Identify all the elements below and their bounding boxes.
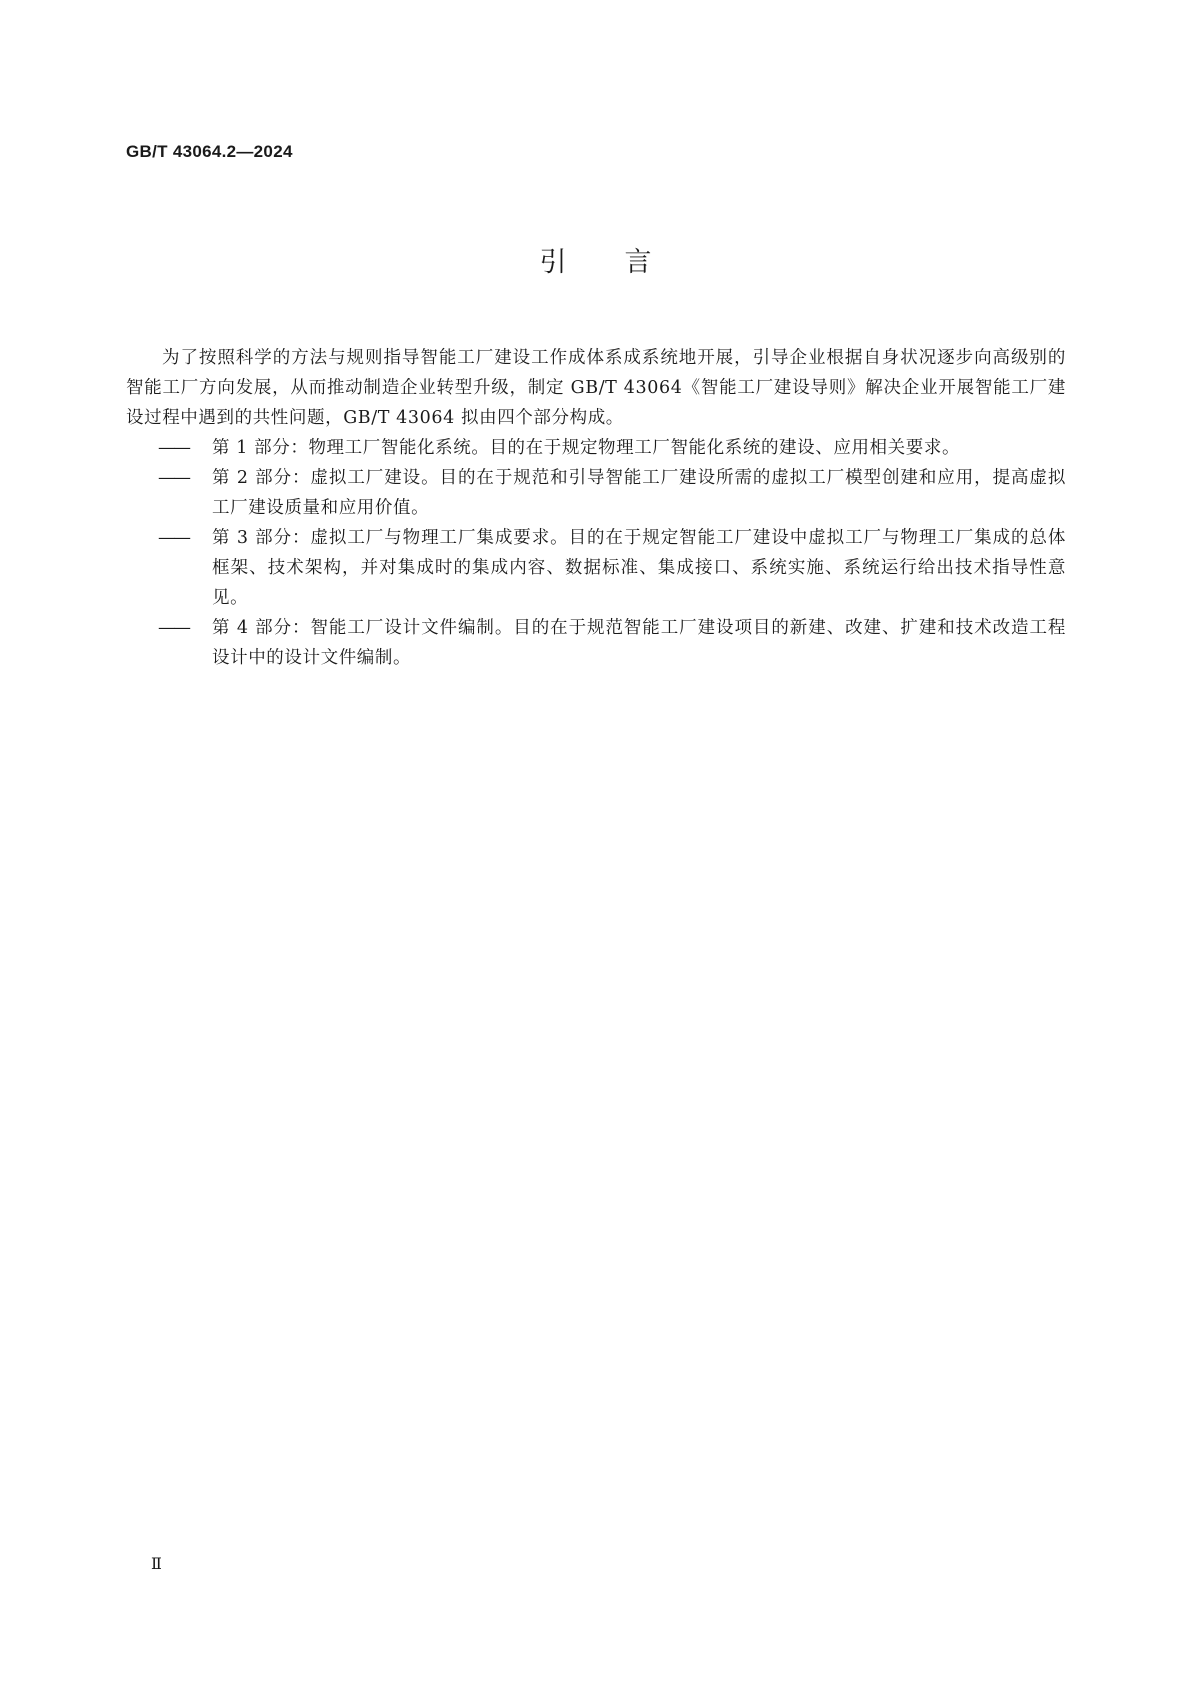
page-number: Ⅱ (151, 1554, 162, 1573)
list-dash: —— (158, 468, 189, 488)
part-1-text: 第 1 部分：物理工厂智能化系统。目的在于规定物理工厂智能化系统的建设、应用相关要求。 (212, 438, 961, 458)
part-2-text: 第 2 部分：虚拟工厂建设。目的在于规范和引导智能工厂建设所需的虚拟工厂模型创建和应用，提高虚拟工厂建设质量和应用价值。 (212, 468, 1066, 518)
list-item-part-4 (126, 613, 1066, 673)
standard-code: GB/T 43064.2—2024 (126, 142, 293, 161)
part-4-text: 第 4 部分：智能工厂设计文件编制。目的在于规范智能工厂建设项目的新建、改建、扩建和技术改造工程设计中的设计文件编制。 (212, 618, 1066, 668)
intro-paragraph: 为了按照科学的方法与规则指导智能工厂建设工作成体系成系统地开展，引导企业根据自身状况逐步向高级别的智能工厂方向发展，从而推动制造企业转型升级，制定 GB/T 43064《智能工厂建设导则》解决企业开展智能工厂建设过程中遇到的共性问题，GB/T 43064 拟由四个部分构成。 (126, 348, 1066, 428)
list-dash: —— (158, 618, 189, 638)
list-item-part-3 (126, 523, 1066, 613)
introduction-body (126, 343, 1066, 673)
list-item-part-2 (126, 463, 1066, 523)
part-3-text: 第 3 部分：虚拟工厂与物理工厂集成要求。目的在于规定智能工厂建设中虚拟工厂与物理工厂集成的总体框架、技术架构，并对集成时的集成内容、数据标准、集成接口、系统实施、系统运行给出技术指导性意见。 (212, 528, 1066, 608)
parts-list (126, 433, 1066, 673)
list-dash: —— (158, 438, 189, 458)
list-item-part-1 (126, 433, 1066, 463)
list-dash: —— (158, 528, 189, 548)
page-title: 引言 (539, 247, 710, 278)
